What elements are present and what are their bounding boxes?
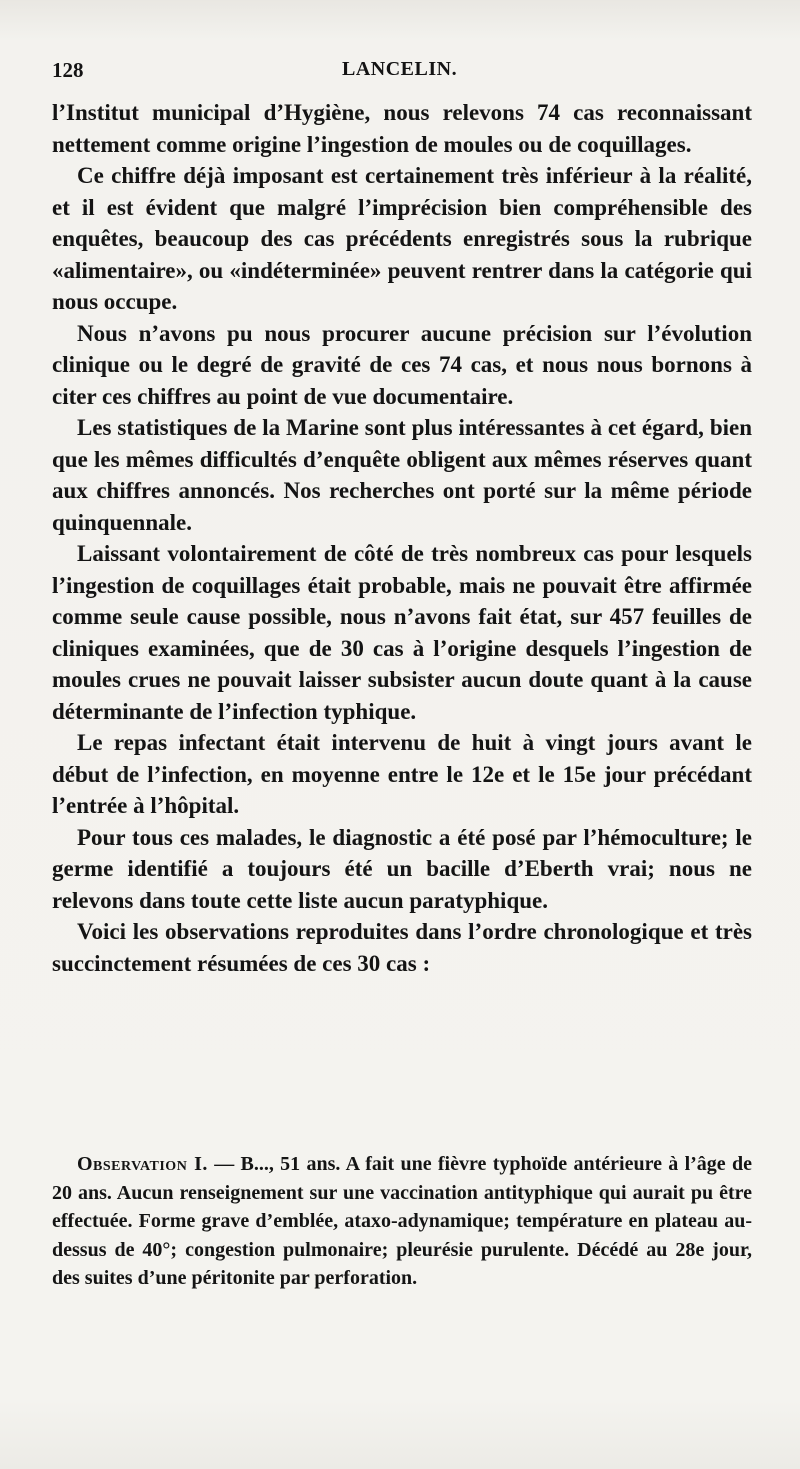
paragraph-2: Ce chiffre déjà imposant est certainement très inférieur à la réalité, et il est évident que malgré l’imprécision bien compréhensible des enquêtes, beaucoup des cas précédents enregistrés sous la rubrique «alimentaire», ou «indéterminée» peuvent rentrer dans la catégorie qui nous occupe. xyxy=(52,163,752,314)
running-head: LANCELIN. xyxy=(342,58,458,80)
paragraph-3: Nous n’avons pu nous procurer aucune précision sur l’évolution clinique ou le degré de gravité de ces 74 cas, et nous nous bornons à citer ces chiffres au point de vue documentaire. xyxy=(52,320,752,409)
observation-paragraph xyxy=(52,1150,752,1293)
paragraph-4: Les statistiques de la Marine sont plus intéressantes à cet égard, bien que les mêmes difficultés d’enquête obligent aux mêmes réserves quant aux chiffres annoncés. Nos recherches ont porté sur la même période quinquennale. xyxy=(52,415,752,535)
page-header xyxy=(52,58,752,88)
observation-text: — B..., 51 ans. A fait une fièvre typhoïde antérieure à l’âge de 20 ans. Aucun renseignement sur une vaccination antityphique qui aurait pu être effectuée. Forme grave d’emblée, ataxo-adynamique; température en plateau au-dessus de 40°; congestion pulmonaire; pleurésie purulente. Décédé au 28e jour, des suites d’une péritonite par perforation. xyxy=(52,1153,752,1289)
paragraph-8: Voici les observations reproduites dans l’ordre chronologique et très succinctement résumées de ces 30 cas : xyxy=(52,919,752,976)
paragraph-1: l’Institut municipal d’Hygiène, nous relevons 74 cas reconnaissant nettement comme origine l’ingestion de moules ou de coquillages. xyxy=(52,100,752,157)
page-number: 128 xyxy=(52,58,84,82)
observation-title: Observation I. xyxy=(77,1153,208,1175)
paragraph-6: Le repas infectant était intervenu de huit à vingt jours avant le début de l’infection, en moyenne entre le 12e et le 15e jour précédant l’entrée à l’hôpital. xyxy=(52,730,752,818)
paragraph-5: Laissant volontairement de côté de très nombreux cas pour lesquels l’ingestion de coquillages était probable, mais ne pouvait être affirmée comme seule cause possible, nous n’avons fait état, sur 457 feuilles de cliniques examinées, que de 30 cas à l’origine desquels l’ingestion de moules crues ne pouvait laisser subsister aucun doute quant à la cause déterminante de l’infection typhique. xyxy=(52,541,752,724)
body-text xyxy=(52,97,752,979)
observation-block xyxy=(52,1150,752,1293)
paragraph-7: Pour tous ces malades, le diagnostic a été posé par l’hémoculture; le germe identifié a toujours été un bacille d’Eberth vrai; nous ne relevons dans toute cette liste aucun paratyphique. xyxy=(52,824,752,913)
